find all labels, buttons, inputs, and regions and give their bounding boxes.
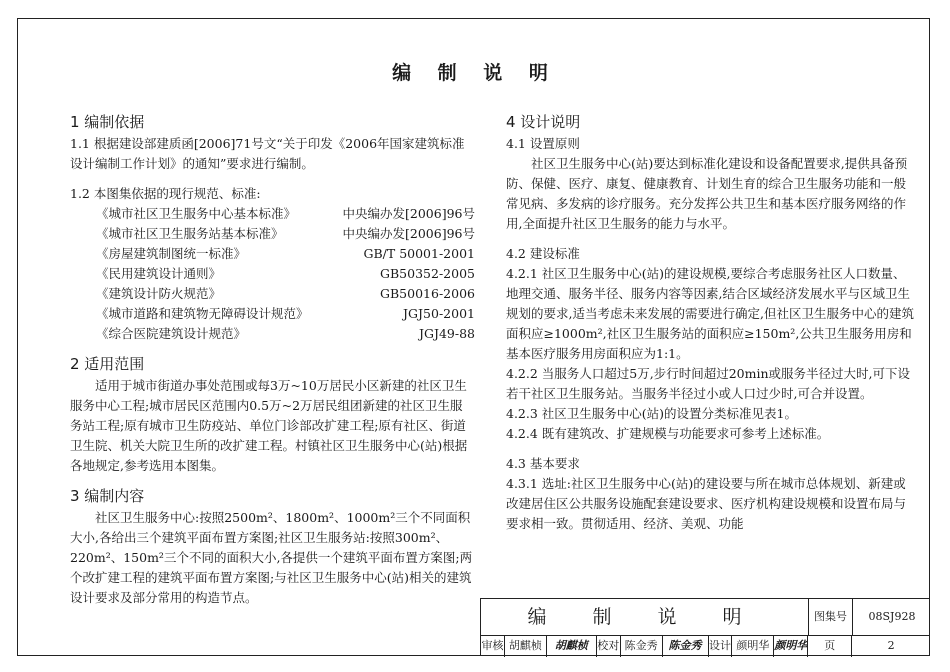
section-4-heading: 4 设计说明: [506, 113, 581, 131]
standard-row: [70, 244, 475, 264]
standard-code: GB50016-2006: [380, 286, 475, 301]
standard-code: 中央编办发[2006]96号: [342, 206, 475, 221]
standard-name: 《建筑设计防火规范》: [96, 286, 222, 301]
clause-4-1-body: 社区卫生服务中心(站)要达到标准化建设和设备配置要求,提供具备预防、保健、医疗、康复、健康教育、计划生育的综合卫生服务功能和一般常见病、多发病的诊疗服务。充分发挥公共卫生和基本医疗服务网络的作用,全面提升社区卫生服务的能力与水平。: [506, 156, 908, 231]
section-3-heading: 3 编制内容: [70, 487, 145, 505]
design-label: 设计: [709, 635, 733, 657]
standard-row: [70, 284, 475, 304]
clause-1-2: 1.2 本图集依据的现行规范、标准:: [70, 186, 261, 201]
section-2-body: 适用于城市街道办事处范围或每3万~10万居民小区新建的社区卫生服务中心工程;城市居民区范围内0.5万~2万居民组团新建的社区卫生服务站工程;原有城市卫生防疫站、单位门诊部改扩建工程;原有社区、街道卫生院、机关大院卫生所的改扩建工程。村镇社区卫生服务中心(站)根据各地规定,参考选用本图集。: [70, 378, 468, 473]
clause-4-2-2: 4.2.2 当服务人口超过5万,步行时间超过20min或服务半径过大时,可下设若干社区卫生服务站。当服务半径过小或人口过少时,可合并设置。: [506, 366, 910, 401]
proofread-label: 校对: [597, 635, 621, 657]
section-1-heading: 1 编制依据: [70, 113, 145, 131]
standard-name: 《城市社区卫生服务中心基本标准》: [96, 206, 297, 221]
clause-4-3-1: 4.3.1 选址:社区卫生服务中心(站)的建设要与所在城市总体规划、新建或改建居住区公共服务设施配套建设要求、医疗机构建设规模和设置布局与要求相一致。贯彻适用、经济、美观、功能: [506, 476, 907, 531]
clause-1-1: 1.1 根据建设部建质函[2006]71号文“关于印发《2006年国家建筑标准设计编制工作计划》的通知”要求进行编制。: [70, 136, 465, 171]
page-number: 2: [887, 639, 895, 652]
standard-row: [70, 224, 475, 244]
clause-4-2-4: 4.2.4 既有建筑改、扩建规模与功能要求可参考上述标准。: [506, 426, 830, 441]
standard-name: 《城市道路和建筑物无障碍设计规范》: [96, 306, 309, 321]
section-3-body: 社区卫生服务中心:按照2500m²、1800m²、1000m²三个不同面积大小,各给出三个建筑平面布置方案图;社区卫生服务站:按照300m²、220m²、150m²三个不同的面积大小,各提供一个建筑平面布置方案图;两个改扩建工程的建筑平面布置方案图;与社区卫生服务中心(站)相关的建筑设计要求及部分常用的构造节点。: [70, 510, 473, 605]
designer-signature: 颜明华: [774, 635, 808, 657]
standard-row: [70, 204, 475, 224]
review-label: 审核: [481, 635, 505, 657]
left-column: [70, 110, 475, 608]
proofreader-signature: 陈金秀: [663, 635, 709, 657]
clause-4-1-heading: 4.1 设置原则: [506, 136, 580, 151]
standard-row: [70, 304, 475, 324]
atlas-number: 08SJ928: [868, 610, 916, 623]
title-block: [480, 598, 930, 656]
document-title: 编 制 说 明: [392, 62, 558, 84]
standard-code: JGJ50-2001: [403, 306, 475, 321]
title-block-title: 编 制 说 明: [481, 599, 809, 635]
standard-row: [70, 264, 475, 284]
right-column: [506, 110, 916, 534]
clause-4-3-heading: 4.3 基本要求: [506, 456, 580, 471]
standards-list: [70, 204, 475, 344]
standard-code: GB/T 50001-2001: [363, 246, 475, 261]
page-label: 页: [808, 635, 852, 657]
clause-4-2-1: 4.2.1 社区卫生服务中心(站)的建设规模,要综合考虑服务社区人口数量、地理交通、服务半径、服务内容等因素,结合区域经济发展水平与区域卫生规划的要求,适当考虑未来发展的需要进行确定,但社区卫生服务中心的建筑面积应≥1000m²,社区卫生服务站的面积应≥150m²,公共卫生服务用房和基本医疗服务用房面积应为1:1。: [506, 266, 914, 361]
standard-code: 中央编办发[2006]96号: [342, 226, 475, 241]
standard-code: JGJ49-88: [418, 326, 475, 341]
atlas-number-label: 图集号: [809, 599, 853, 635]
clause-4-2-3: 4.2.3 社区卫生服务中心(站)的设置分类标准见表1。: [506, 406, 797, 421]
standard-code: GB50352-2005: [380, 266, 475, 281]
proofreader-name: 陈金秀: [621, 635, 663, 657]
designer-name: 颜明华: [732, 635, 774, 657]
reviewer-signature: 胡麒桢: [547, 635, 597, 657]
standard-name: 《房屋建筑制图统一标准》: [96, 246, 247, 261]
standard-name: 《民用建筑设计通则》: [96, 266, 222, 281]
section-2-heading: 2 适用范围: [70, 355, 145, 373]
standard-name: 《综合医院建筑设计规范》: [96, 326, 247, 341]
standard-name: 《城市社区卫生服务站基本标准》: [96, 226, 284, 241]
standard-row: [70, 324, 475, 344]
reviewer-name: 胡麒桢: [505, 635, 547, 657]
clause-4-2-heading: 4.2 建设标准: [506, 246, 580, 261]
